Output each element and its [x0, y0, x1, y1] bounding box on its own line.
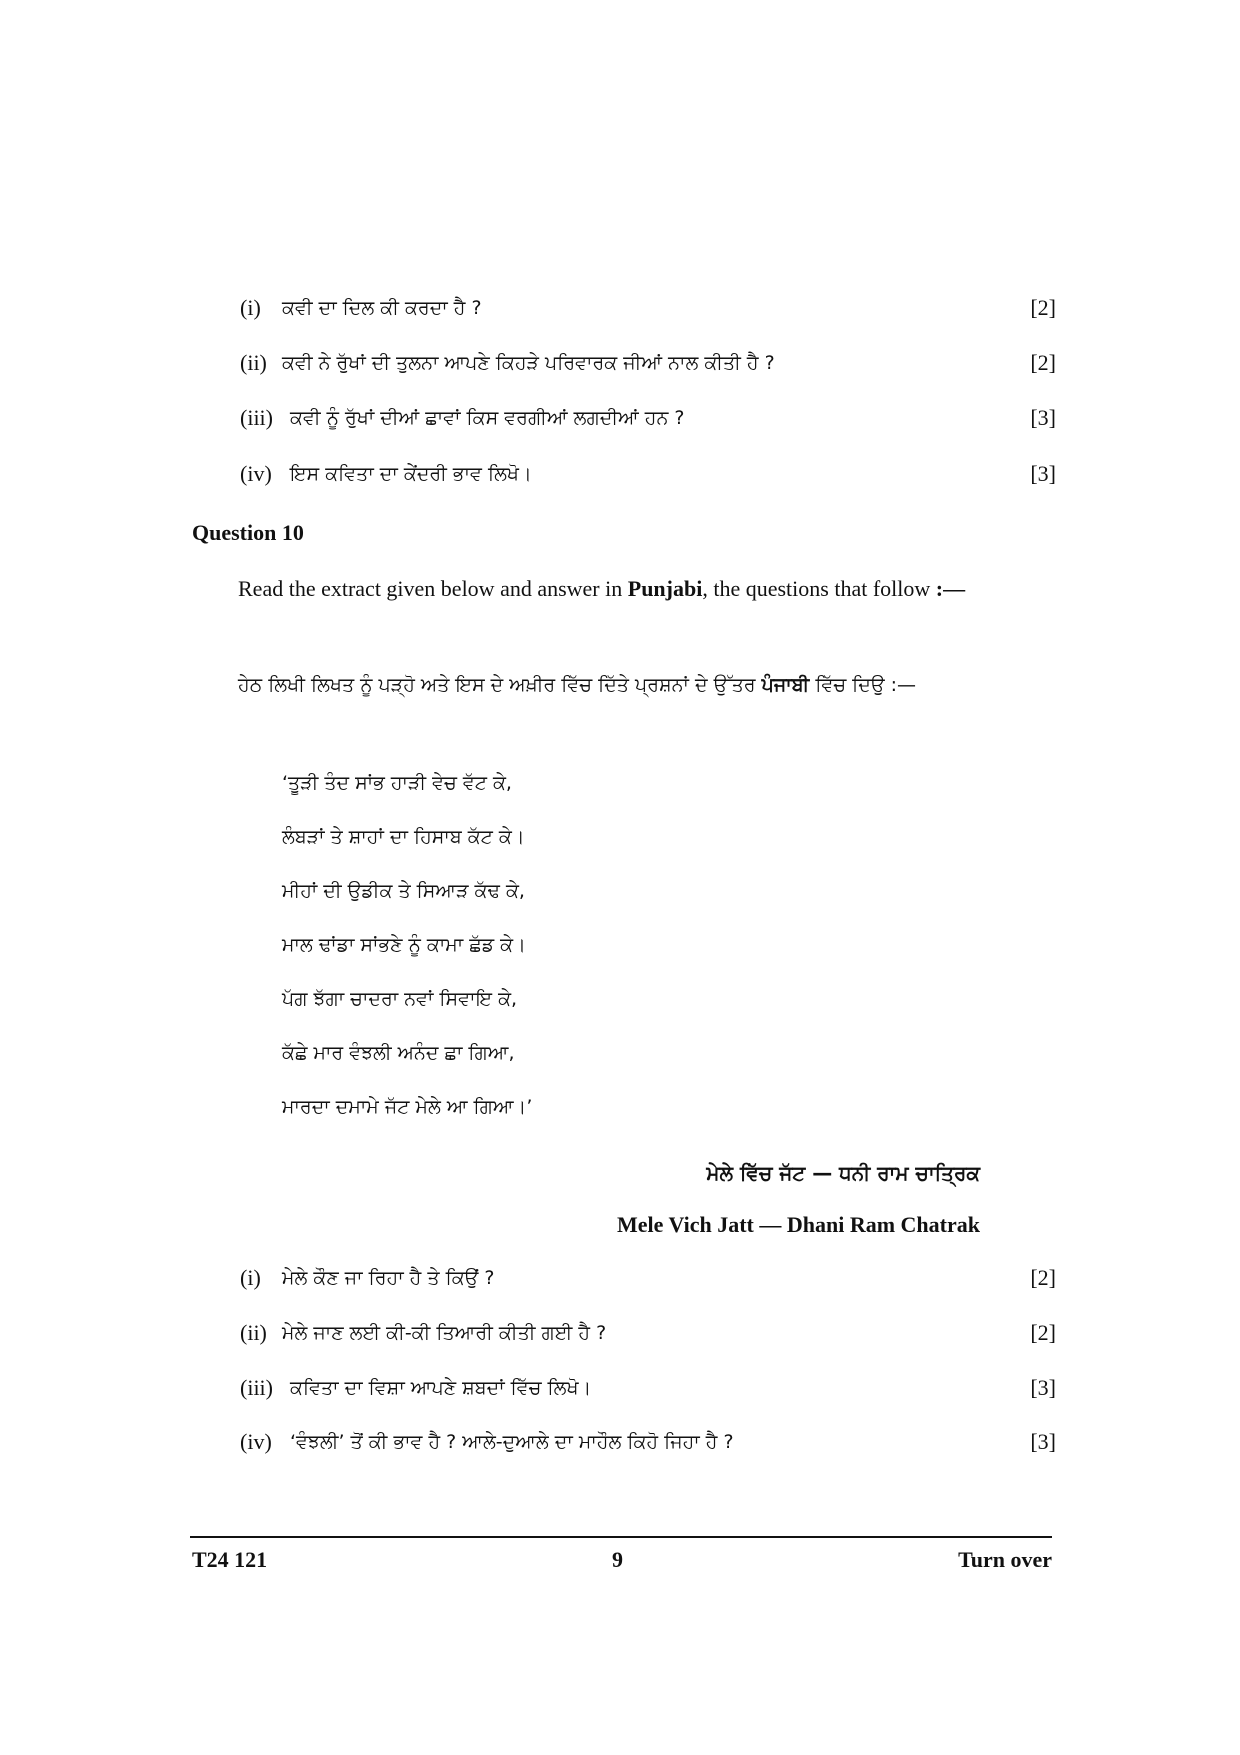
question-text: ਕਵਿਤਾ ਦਾ ਵਿਸ਼ਾ ਆਪਣੇ ਸ਼ਬਦਾਂ ਵਿੱਚ ਲਿਖੋ। [290, 1377, 592, 1399]
question-item [240, 1370, 1056, 1406]
question-number: (i) [240, 1265, 261, 1290]
attribution-punjabi: ਮੇਲੇ ਵਿੱਚ ਜੱਟ — ਧਨੀ ਰਾਮ ਚਾਤ੍ਰਿਕ [706, 1161, 980, 1185]
instruction-text: ਹੇਠ ਲਿਖੀ ਲਿਖਤ ਨੂੰ ਪੜ੍ਹੋ ਅਤੇ ਇਸ ਦੇ ਅਖ਼ੀਰ ਵਿੱਚ ਦਿੱਤੇ ਪ੍ਰਸ਼ਨਾਂ ਦੇ ਉੱਤਰ [238, 674, 762, 696]
attribution-english: Mele Vich Jatt — Dhani Ram Chatrak [617, 1212, 980, 1237]
question-number: (ii) [240, 350, 267, 375]
question-text: ‘ਵੰਝਲੀ’ ਤੋਂ ਕੀ ਭਾਵ ਹੈ ? ਆਲੇ-ਦੁਆਲੇ ਦਾ ਮਾਹੌਲ ਕਿਹੋ ਜਿਹਾ ਹੈ ? [290, 1431, 734, 1453]
question-number: (i) [240, 295, 261, 320]
question-marks: [3] [1030, 461, 1056, 486]
instruction-text: Read the extract given below and answer in [238, 576, 628, 601]
poem-line: ਮਾਰਦਾ ਦਮਾਮੇ ਜੱਟ ਮੇਲੇ ਆ ਗਿਆ।’ [282, 1096, 533, 1118]
page-number: 9 [612, 1547, 623, 1572]
question-marks: [2] [1030, 350, 1056, 375]
instruction-english [238, 567, 980, 611]
instruction-colon: :— [935, 576, 966, 601]
poem-line: ਮਾਲ ਢਾਂਡਾ ਸਾਂਭਣੇ ਨੂੰ ਕਾਮਾ ਛੱਡ ਕੇ। [282, 934, 526, 956]
question-text: ਕਵੀ ਨੇ ਰੁੱਖਾਂ ਦੀ ਤੁਲਨਾ ਆਪਣੇ ਕਿਹੜੇ ਪਰਿਵਾਰਕ ਜੀਆਂ ਨਾਲ ਕੀਤੀ ਹੈ ? [282, 352, 775, 374]
question-heading: Question 10 [192, 520, 304, 545]
question-text: ਮੇਲੇ ਕੌਣ ਜਾ ਰਿਹਾ ਹੈ ਤੇ ਕਿਉਂ ? [282, 1267, 495, 1289]
question-marks: [3] [1030, 1429, 1056, 1454]
question-item [240, 290, 1056, 326]
poem-line: ਲੰਬੜਾਂ ਤੇ ਸ਼ਾਹਾਂ ਦਾ ਹਿਸਾਬ ਕੱਟ ਕੇ। [282, 826, 525, 848]
question-number: (ii) [240, 1320, 267, 1345]
question-item [240, 1315, 1056, 1351]
turn-over-label: Turn over [958, 1547, 1052, 1572]
poem-line: ‘ਤੂੜੀ ਤੰਦ ਸਾਂਭ ਹਾੜੀ ਵੇਚ ਵੱਟ ਕੇ, [282, 772, 512, 794]
question-text: ਮੇਲੇ ਜਾਣ ਲਈ ਕੀ-ਕੀ ਤਿਆਰੀ ਕੀਤੀ ਗਈ ਹੈ ? [282, 1322, 607, 1344]
question-text: ਕਵੀ ਦਾ ਦਿਲ ਕੀ ਕਰਦਾ ਹੈ ? [282, 297, 482, 319]
poem-line: ਮੀਹਾਂ ਦੀ ਉਡੀਕ ਤੇ ਸਿਆੜ ਕੱਢ ਕੇ, [282, 880, 525, 902]
question-item [240, 400, 1056, 436]
question-marks: [2] [1030, 1265, 1056, 1290]
question-number: (iv) [240, 1429, 272, 1454]
question-item [240, 1424, 1056, 1460]
poem-line: ਕੱਛੇ ਮਾਰ ਵੰਝਲੀ ਅਨੰਦ ਛਾ ਗਿਆ, [282, 1042, 515, 1064]
instruction-emphasis: ਪੰਜਾਬੀ [761, 674, 810, 696]
instruction-emphasis: Punjabi [627, 576, 703, 601]
question-marks: [3] [1030, 1375, 1056, 1400]
paper-code: T24 121 [192, 1547, 268, 1572]
question-item [240, 1260, 1056, 1296]
footer-divider [190, 1536, 1052, 1538]
question-text: ਇਸ ਕਵਿਤਾ ਦਾ ਕੇਂਦਰੀ ਭਾਵ ਲਿਖੋ। [290, 463, 532, 485]
instruction-punjabi [238, 663, 980, 707]
question-number: (iv) [240, 461, 272, 486]
question-item [240, 456, 1056, 492]
instruction-text: ਵਿੱਚ ਦਿਉ :— [809, 674, 917, 696]
question-marks: [2] [1030, 1320, 1056, 1345]
question-number: (iii) [240, 405, 273, 430]
question-item [240, 345, 1056, 381]
poem-line: ਪੱਗ ਝੱਗਾ ਚਾਦਰਾ ਨਵਾਂ ਸਿਵਾਇ ਕੇ, [282, 988, 518, 1010]
question-marks: [3] [1030, 405, 1056, 430]
instruction-text: , the questions that follow [702, 576, 936, 601]
question-text: ਕਵੀ ਨੂੰ ਰੁੱਖਾਂ ਦੀਆਂ ਛਾਵਾਂ ਕਿਸ ਵਰਗੀਆਂ ਲਗਦੀਆਂ ਹਨ ? [290, 407, 685, 429]
question-number: (iii) [240, 1375, 273, 1400]
question-marks: [2] [1030, 295, 1056, 320]
